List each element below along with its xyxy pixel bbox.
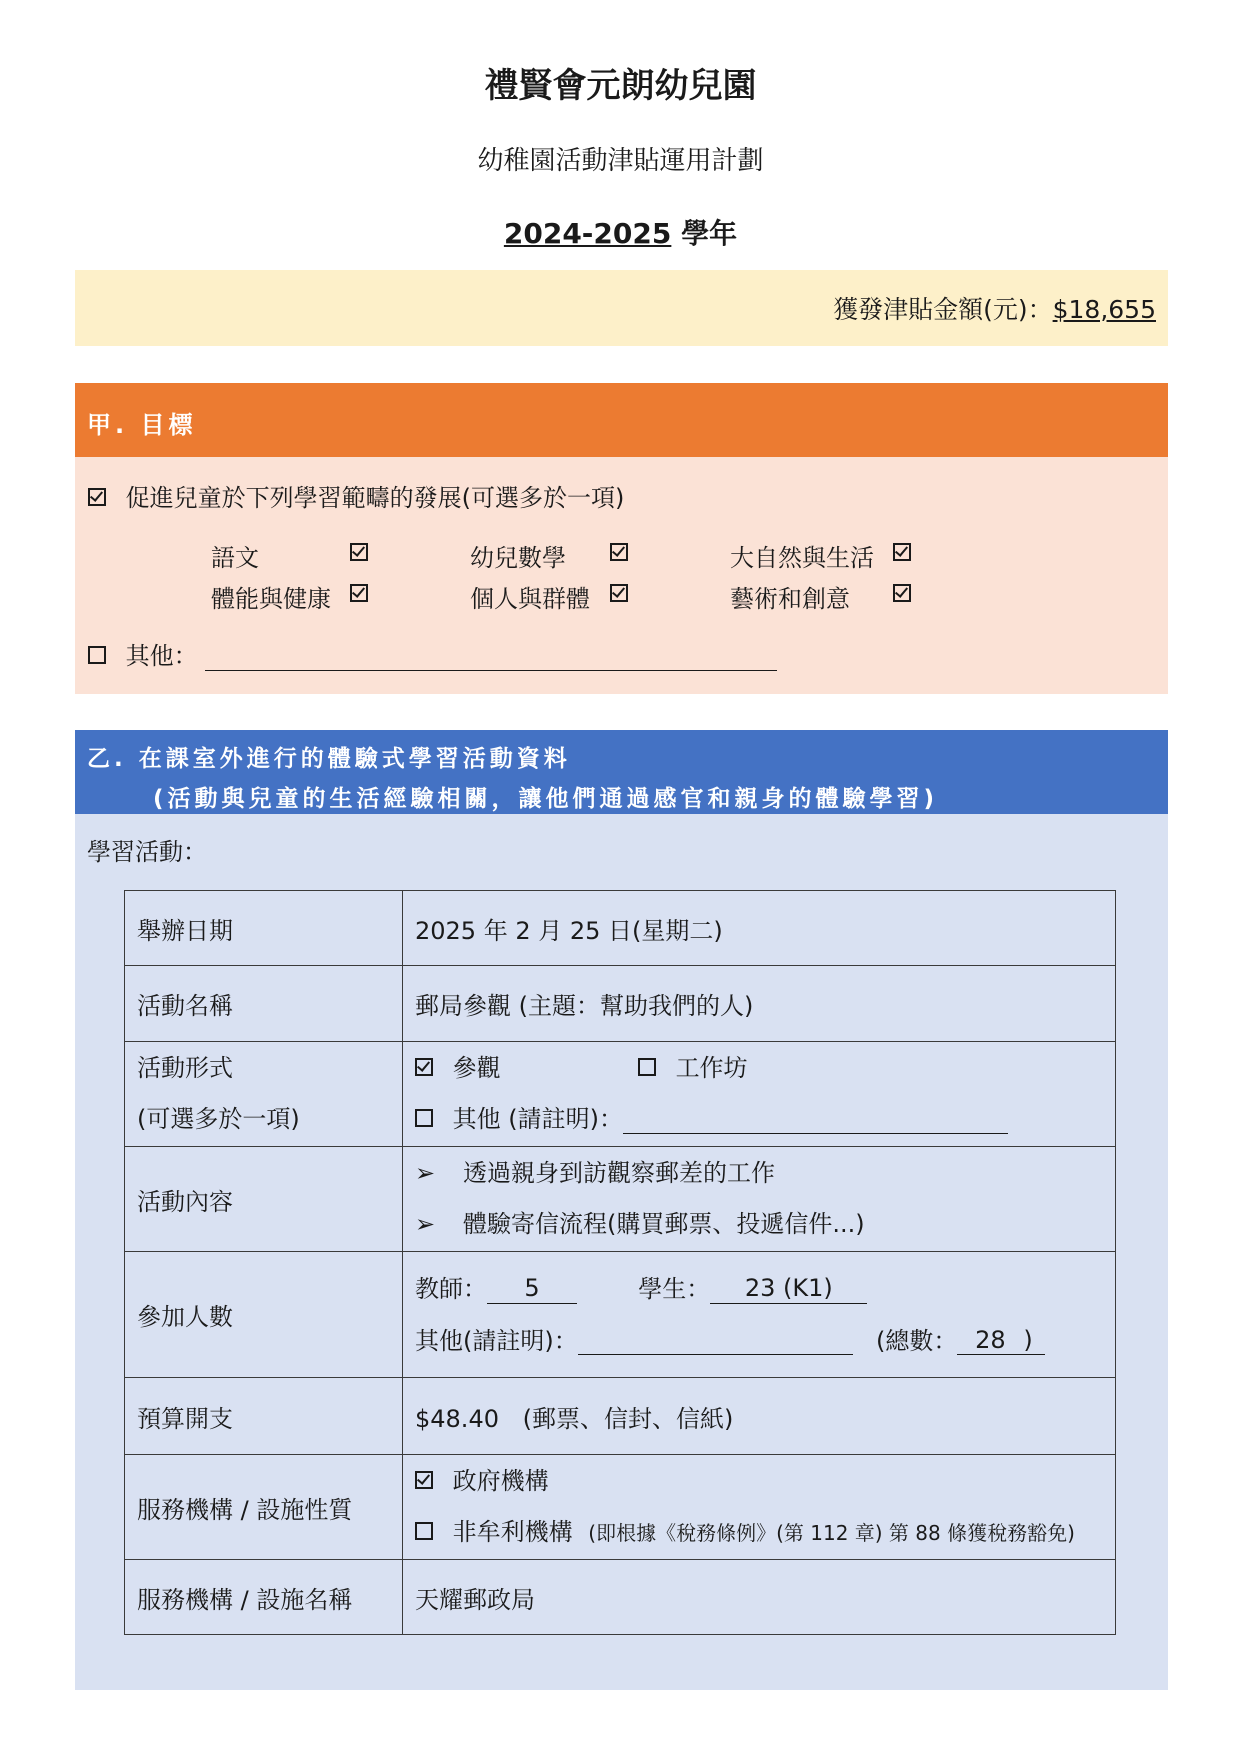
table-row — [125, 891, 1116, 966]
promote-label: 促進兒童於下列學習範疇的發展(可選多於一項) — [125, 484, 625, 512]
plan-title: 幼稚園活動津貼運用計劃 — [477, 146, 764, 176]
others-count-input-line[interactable] — [578, 1328, 853, 1355]
area-label: 語文 — [211, 544, 259, 572]
participants-label: 參加人數 — [125, 1252, 403, 1378]
format-workshop-checkbox[interactable] — [638, 1058, 656, 1076]
total-label: (總數： — [876, 1326, 958, 1355]
area-label: 體能與健康 — [211, 585, 331, 613]
teachers-label: 教師： — [415, 1274, 487, 1303]
others-label: 其他： — [125, 642, 198, 670]
format-visit-checkbox[interactable] — [415, 1058, 433, 1076]
school-year-word: 學年 — [681, 217, 738, 250]
format-label-note: (可選多於一項) — [137, 1105, 300, 1133]
date-label: 舉辦日期 — [125, 891, 403, 966]
format-other-input-line[interactable] — [623, 1107, 1008, 1134]
table-row — [125, 1560, 1116, 1635]
school-year — [0, 212, 1241, 252]
date-value: 2025 年 2 月 25 日(星期二) — [403, 891, 1116, 966]
others-input-line[interactable] — [205, 644, 777, 671]
format-visit-label: 參觀 — [452, 1054, 501, 1083]
promote-checkbox[interactable] — [88, 488, 106, 506]
activity-name-value: 郵局參觀 (主題：幫助我們的人) — [403, 966, 1116, 1042]
table-row — [125, 1252, 1116, 1378]
org-gov-label: 政府機構 — [452, 1467, 549, 1496]
area-label: 幼兒數學 — [470, 544, 566, 572]
area-label: 大自然與生活 — [730, 544, 874, 572]
table-row — [125, 1455, 1116, 1560]
table-row — [125, 1147, 1116, 1252]
activity-table — [124, 890, 1116, 1635]
area-checkbox-physical[interactable] — [350, 584, 368, 602]
format-label: 活動形式 — [137, 1054, 233, 1083]
budget-value: $48.40 — [415, 1404, 499, 1433]
school-name: 禮賢會元朗幼兒園 — [484, 66, 757, 106]
arrow-bullet-icon: ➢ — [415, 1159, 436, 1188]
format-other-label: 其他 (請註明)： — [452, 1105, 623, 1133]
subsidy-amount: $18,655 — [1052, 295, 1156, 324]
list-item: ➢ 透過親身到訪觀察郵差的工作 — [415, 1159, 775, 1188]
table-row — [125, 1378, 1116, 1455]
format-workshop-label: 工作坊 — [675, 1054, 748, 1083]
students-label: 學生： — [638, 1274, 711, 1303]
org-type-label: 服務機構 / 設施性質 — [125, 1455, 403, 1560]
teachers-value[interactable]: 5 — [487, 1274, 577, 1304]
subsidy-banner — [75, 270, 1168, 346]
area-label: 個人與群體 — [470, 585, 590, 613]
others-count-label: 其他(請註明)： — [415, 1326, 578, 1355]
org-name-value: 天耀郵政局 — [403, 1560, 1116, 1635]
total-value[interactable]: 28 — [975, 1325, 1006, 1354]
content-label: 活動內容 — [125, 1147, 403, 1252]
area-checkbox-arts[interactable] — [893, 584, 911, 602]
others-checkbox[interactable] — [88, 646, 106, 664]
total-close: ) — [1023, 1325, 1033, 1354]
section-b-title: 乙. 在課室外進行的體驗式學習活動資料 — [87, 746, 571, 772]
area-checkbox-math[interactable] — [610, 543, 628, 561]
activity-name-label: 活動名稱 — [125, 966, 403, 1042]
budget-note: (郵票、信封、信紙) — [522, 1404, 734, 1433]
area-checkbox-language[interactable] — [350, 543, 368, 561]
section-a-title: 甲. 目標 — [87, 411, 197, 439]
table-row — [125, 1042, 1116, 1147]
list-item: ➢ 體驗寄信流程(購買郵票、投遞信件...) — [415, 1210, 865, 1238]
area-checkbox-nature[interactable] — [893, 543, 911, 561]
section-a-header — [75, 383, 1168, 457]
org-nonprofit-checkbox[interactable] — [415, 1522, 433, 1540]
others-row — [88, 636, 777, 671]
area-checkbox-social[interactable] — [610, 584, 628, 602]
section-b-header — [75, 730, 1168, 814]
org-nonprofit-note: (即根據《稅務條例》(第 112 章) 第 88 條獲稅務豁免) — [588, 1521, 1075, 1545]
table-row — [125, 966, 1116, 1042]
org-nonprofit-label: 非牟利機構 — [452, 1518, 573, 1546]
budget-label: 預算開支 — [125, 1378, 403, 1455]
subsidy-label: 獲發津貼金額(元)： — [833, 295, 1053, 324]
area-label: 藝術和創意 — [730, 585, 850, 613]
learning-activity-label: 學習活動： — [87, 838, 207, 866]
school-year-number: 2024-2025 — [503, 217, 672, 250]
format-other-checkbox[interactable] — [415, 1109, 433, 1127]
section-b-subtitle: (活動與兒童的生活經驗相關，讓他們通過感官和親身的體驗學習) — [153, 786, 939, 812]
promote-row — [88, 478, 624, 513]
org-name-label: 服務機構 / 設施名稱 — [125, 1560, 403, 1635]
students-value[interactable]: 23 (K1) — [710, 1274, 867, 1304]
arrow-bullet-icon: ➢ — [415, 1210, 436, 1238]
org-gov-checkbox[interactable] — [415, 1471, 433, 1489]
